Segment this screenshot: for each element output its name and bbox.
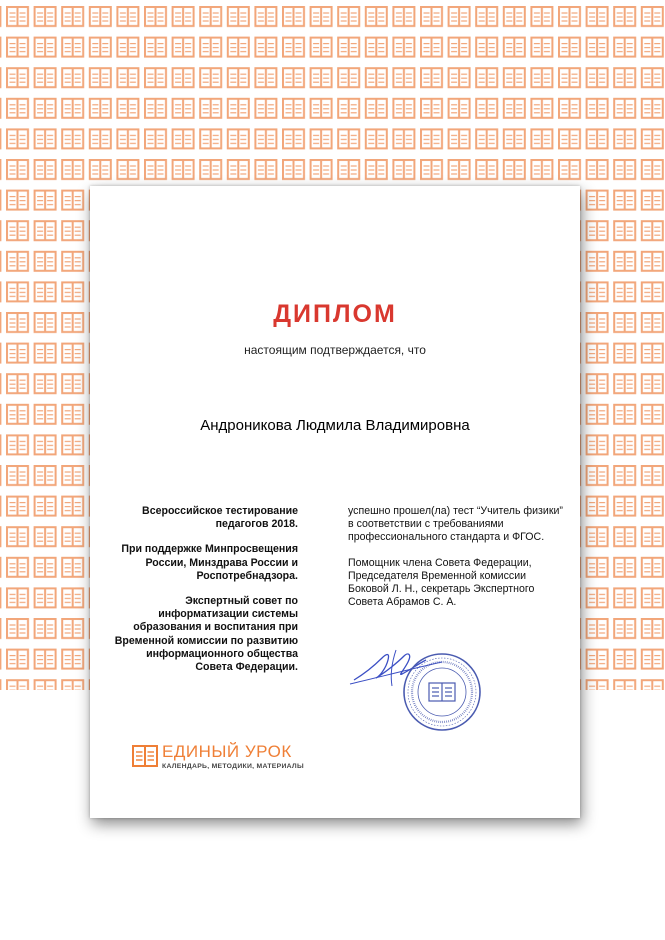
event-text: Всероссийское тестирование педагогов 2018.	[142, 505, 298, 531]
diploma-subtitle: настоящим подтверждается, что	[244, 343, 426, 357]
signatory-text: Помощник члена Совета Федерации, Председателя Временной комиссии Боковой Л. Н., секретарь Экспертного Совета Абрамов С. А.	[348, 556, 535, 609]
organizers-block	[108, 505, 298, 686]
support-text: При поддержке Минпросвещения России, Минздрава России и Роспотребнадзора.	[121, 543, 298, 582]
recipient-name: Андроникова Людмила Владимировна	[200, 417, 470, 434]
diploma-sheet	[90, 186, 580, 818]
logo-name: ЕДИНЫЙ УРОК	[162, 742, 292, 761]
diploma-title: ДИПЛОМ	[273, 300, 397, 328]
logo-tagline: КАЛЕНДАРЬ, МЕТОДИКИ, МАТЕРИАЛЫ	[162, 763, 304, 770]
edinyi-urok-logo	[132, 742, 304, 773]
book-icon	[132, 744, 158, 768]
result-block	[348, 505, 568, 621]
council-text: Экспертный совет по информатизации системы образования и воспитания при Временной комиссии по развитию информационного общества Совета Федерации.	[114, 595, 298, 674]
result-text: успешно прошел(ла) тест “Учитель физики” в соответствии с требованиями профессионального стандарта и ФГОС.	[348, 505, 563, 544]
book-icon	[429, 683, 455, 701]
seal-stamp	[400, 650, 484, 734]
